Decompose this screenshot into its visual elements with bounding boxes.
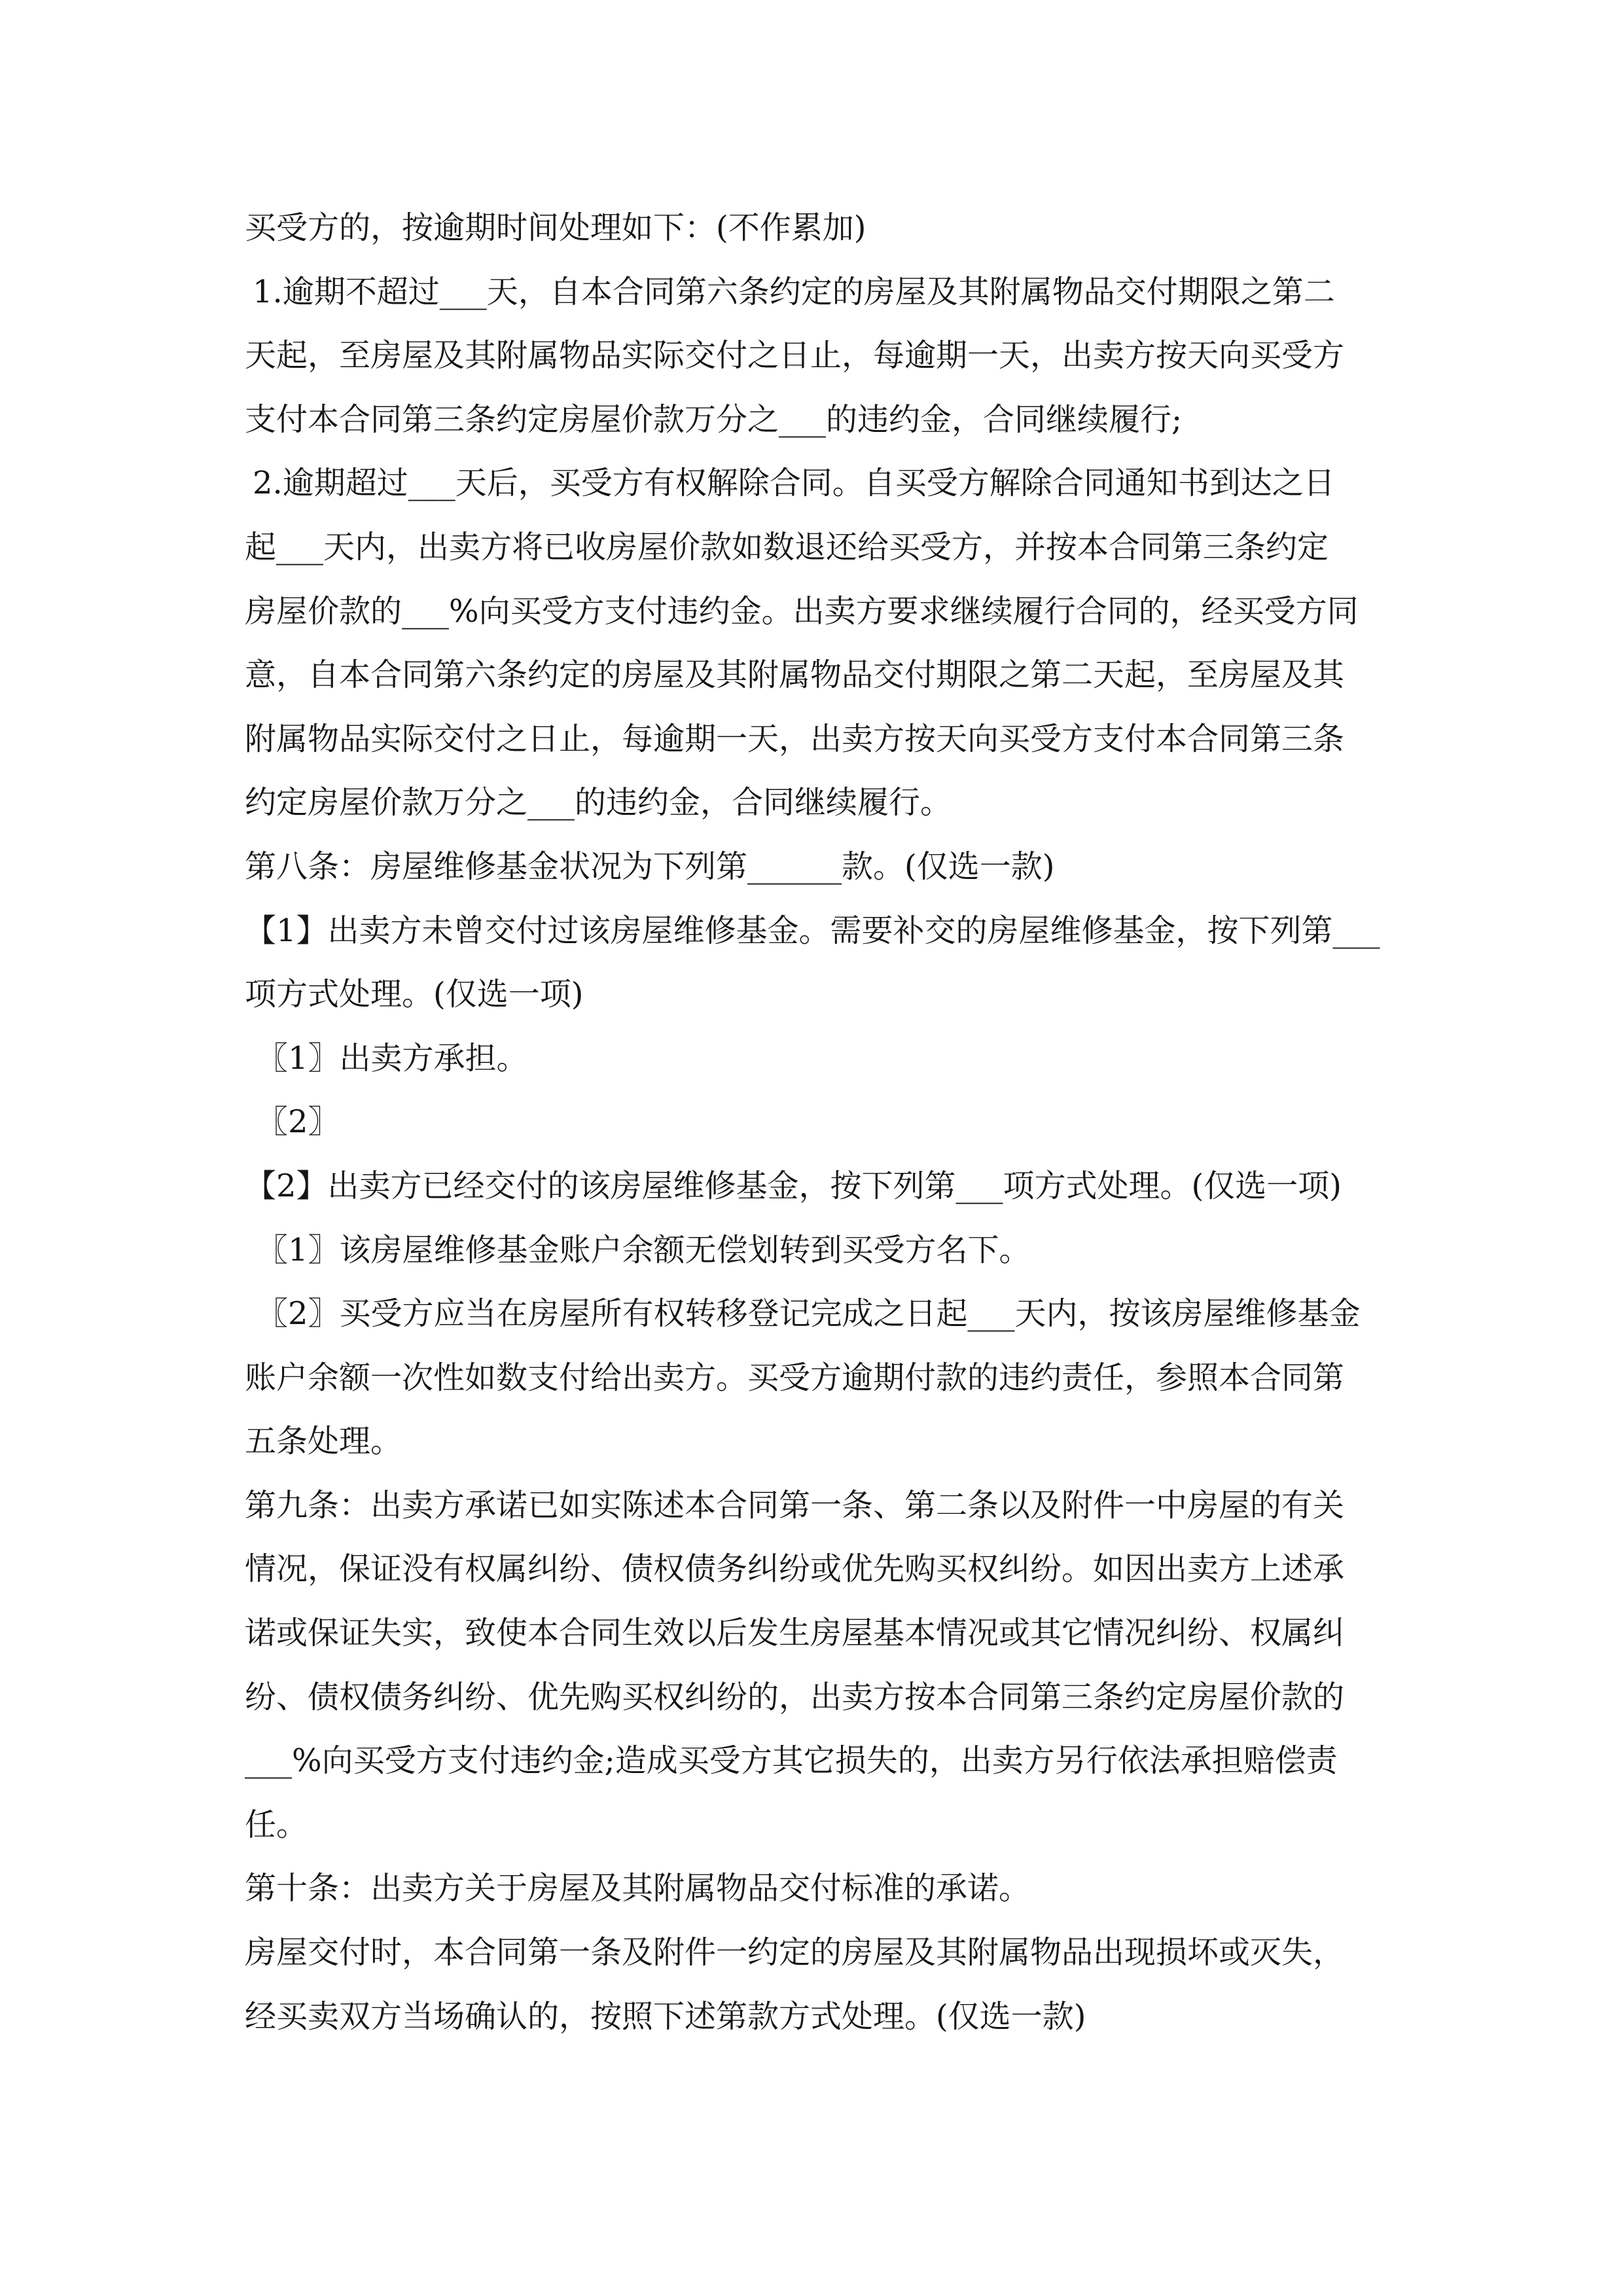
text-line-15: 〖2〗: [257, 1103, 340, 1141]
article-9-heading: 第九条：出卖方承诺已如实陈述本合同第一条、第二条以及附件一中房屋的有关: [245, 1486, 1345, 1524]
text-line-9: 附属物品实际交付之日止，每逾期一天，出卖方按天向买受方支付本合同第三条: [245, 720, 1345, 757]
text-line-24: 纷、债权债务纠纷、优先购买权纠纷的，出卖方按本合同第三条约定房屋价款的: [245, 1678, 1345, 1715]
text-line-22: 情况，保证没有权属纠纷、债权债务纠纷或优先购买权纠纷。如因出卖方上述承: [245, 1551, 1345, 1588]
text-line-5: 2.逾期超过___天后，买受方有权解除合同。自买受方解除合同通知书到达之日: [253, 465, 1335, 502]
text-line-3: 天起，至房屋及其附属物品实际交付之日止，每逾期一天，出卖方按天向买受方: [245, 337, 1345, 374]
text-line-26: 任。: [245, 1806, 308, 1843]
text-line-16: 【2】出卖方已经交付的该房屋维修基金，按下列第___项方式处理。(仅选一项): [245, 1167, 1342, 1204]
text-line-14: 〖1〗出卖方承担。: [257, 1039, 528, 1077]
text-line-12: 【1】出卖方未曾交付过该房屋维修基金。需要补交的房屋维修基金，按下列第___: [245, 912, 1380, 949]
text-line-4: 支付本合同第三条约定房屋价款万分之___的违约金，合同继续履行;: [245, 401, 1183, 438]
text-line-10: 约定房屋价款万分之___的违约金，合同继续履行。: [245, 784, 952, 821]
article-8-heading: 第八条：房屋维修基金状况为下列第______款。(仅选一款): [245, 848, 1055, 885]
text-line-13: 项方式处理。(仅选一项): [245, 976, 584, 1013]
article-10-heading: 第十条：出卖方关于房屋及其附属物品交付标准的承诺。: [245, 1870, 1031, 1907]
text-line-6: 起___天内，出卖方将已收房屋价款如数退还给买受方，并按本合同第三条约定: [245, 528, 1329, 565]
text-line-8: 意，自本合同第六条约定的房屋及其附属物品交付期限之第二天起，至房屋及其: [245, 656, 1345, 694]
text-line-28: 房屋交付时，本合同第一条及附件一约定的房屋及其附属物品出现损坏或灭失，: [245, 1934, 1345, 1971]
text-line-18: 〖2〗买受方应当在房屋所有权转移登记完成之日起___天内，按该房屋维修基金: [257, 1295, 1361, 1333]
contract-text: [245, 196, 1397, 2049]
text-line-23: 诺或保证失实，致使本合同生效以后发生房屋基本情况或其它情况纠纷、权属纠: [245, 1615, 1345, 1652]
text-line-20: 五条处理。: [245, 1423, 402, 1460]
text-line-1: 买受方的，按逾期时间处理如下：(不作累加): [245, 209, 866, 246]
text-line-17: 〖1〗该房屋维修基金账户余额无偿划转到买受方名下。: [257, 1231, 1031, 1268]
text-line-2: 1.逾期不超过___天，自本合同第六条约定的房屋及其附属物品交付期限之第二: [253, 273, 1335, 310]
text-line-19: 账户余额一次性如数支付给出卖方。买受方逾期付款的违约责任，参照本合同第: [245, 1359, 1345, 1396]
text-line-25: ___%向买受方支付违约金;造成买受方其它损失的，出卖方另行依法承担赔偿责: [245, 1742, 1338, 1780]
text-line-29: 经买卖双方当场确认的，按照下述第款方式处理。(仅选一款): [245, 1998, 1086, 2035]
text-line-7: 房屋价款的___%向买受方支付违约金。出卖方要求继续履行合同的，经买受方同: [245, 592, 1359, 630]
